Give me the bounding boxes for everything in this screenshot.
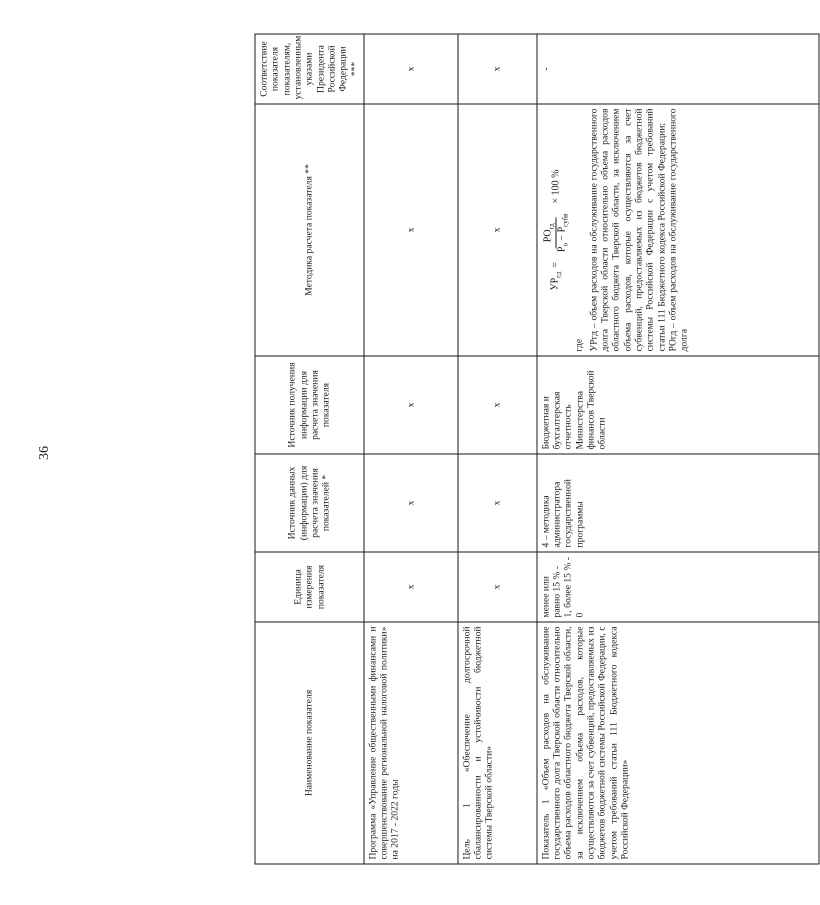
formula-numerator: $РО_{гд}$ (542, 217, 556, 248)
rotated-table-sheet (255, 35, 820, 865)
row-unit: менее или равно 15 % - 1, более 15 % - 0 (537, 552, 819, 622)
row-method: x (458, 104, 537, 356)
formula-fraction (542, 208, 570, 259)
formula-tail: × 100 % (550, 169, 562, 204)
formula-lhs: $УР_{гд}$ (549, 271, 563, 291)
row-unit: x (458, 552, 537, 622)
header-unit: Единица измерения показателя (255, 552, 364, 622)
header-sources-data: Источник данных (информации) для расчета значения показателей * (255, 454, 364, 552)
row-compliance: - (537, 34, 819, 104)
formula-denominator: $Р_о - Р_{субв}$ (556, 213, 570, 253)
row-compliance: x (458, 34, 537, 104)
method-definition-1: УРгд – объем расходов на обслуживание государственного долга Тверской области относительно объема расходов областного бюджета Тверской области, за исключением объема расходов, которые осуществляются за счет субвенций, предоставляемых из бюджетов бюджетной системы Российской Федерации с учетом требований статьи 111 Бюджетного кодекса Российской Федерации; (588, 108, 667, 352)
indicators-table (255, 34, 820, 865)
row-sources-data: 4 – методика администратора государственной программы (537, 454, 819, 552)
header-source-info: Источник получения информации для расчета значения показателя (255, 356, 364, 454)
row-sources-data: x (458, 454, 537, 552)
method-definition-2: РОгд – объем расходов на обслуживание государственного долга (667, 108, 690, 352)
row-unit: x (364, 552, 458, 622)
row-source-info: x (364, 356, 458, 454)
method-formula (542, 109, 570, 352)
table-row (458, 34, 537, 864)
row-name: Программа «Управление общественными финансами и совершенствование региональной налоговой политики» на 2017 - 2022 годы (364, 622, 458, 864)
row-name: Цель 1 «Обеспечение долгосрочной сбалансированности и устойчивости бюджетной системы Тверской области» (458, 622, 537, 864)
formula-equals: = (550, 262, 562, 268)
header-method: Методика расчета показателя ** (255, 104, 364, 356)
row-compliance: x (364, 34, 458, 104)
table-row (537, 34, 819, 864)
method-where: где (573, 338, 585, 352)
row-source-info: x (458, 356, 537, 454)
table-header-row (255, 34, 364, 864)
row-method: x (364, 104, 458, 356)
row-method (537, 104, 819, 356)
row-name: Показатель 1 «Объем расходов на обслуживание государственного долга Тверской области относительно объема расходов областного бюджета Тверской области, за исключением объема расходов, которые осуществляются за счет субвенций, предоставляемых из бюджетов бюджетной системы Российской Федерации, с учетом требований статьи 111 Бюджетного кодекса Российской Федерации» (537, 622, 819, 864)
row-sources-data: x (364, 454, 458, 552)
header-name: Наименование показателя (255, 622, 364, 864)
page-number: 36 (37, 446, 52, 460)
header-compliance: Соответствие показателя показателям, установленным указами Президента Российской Федерации *** (255, 34, 364, 104)
table-row (364, 34, 458, 864)
row-source-info: Бюджетная и бухгалтерская отчетность Министерства финансов Тверской области (537, 356, 819, 454)
